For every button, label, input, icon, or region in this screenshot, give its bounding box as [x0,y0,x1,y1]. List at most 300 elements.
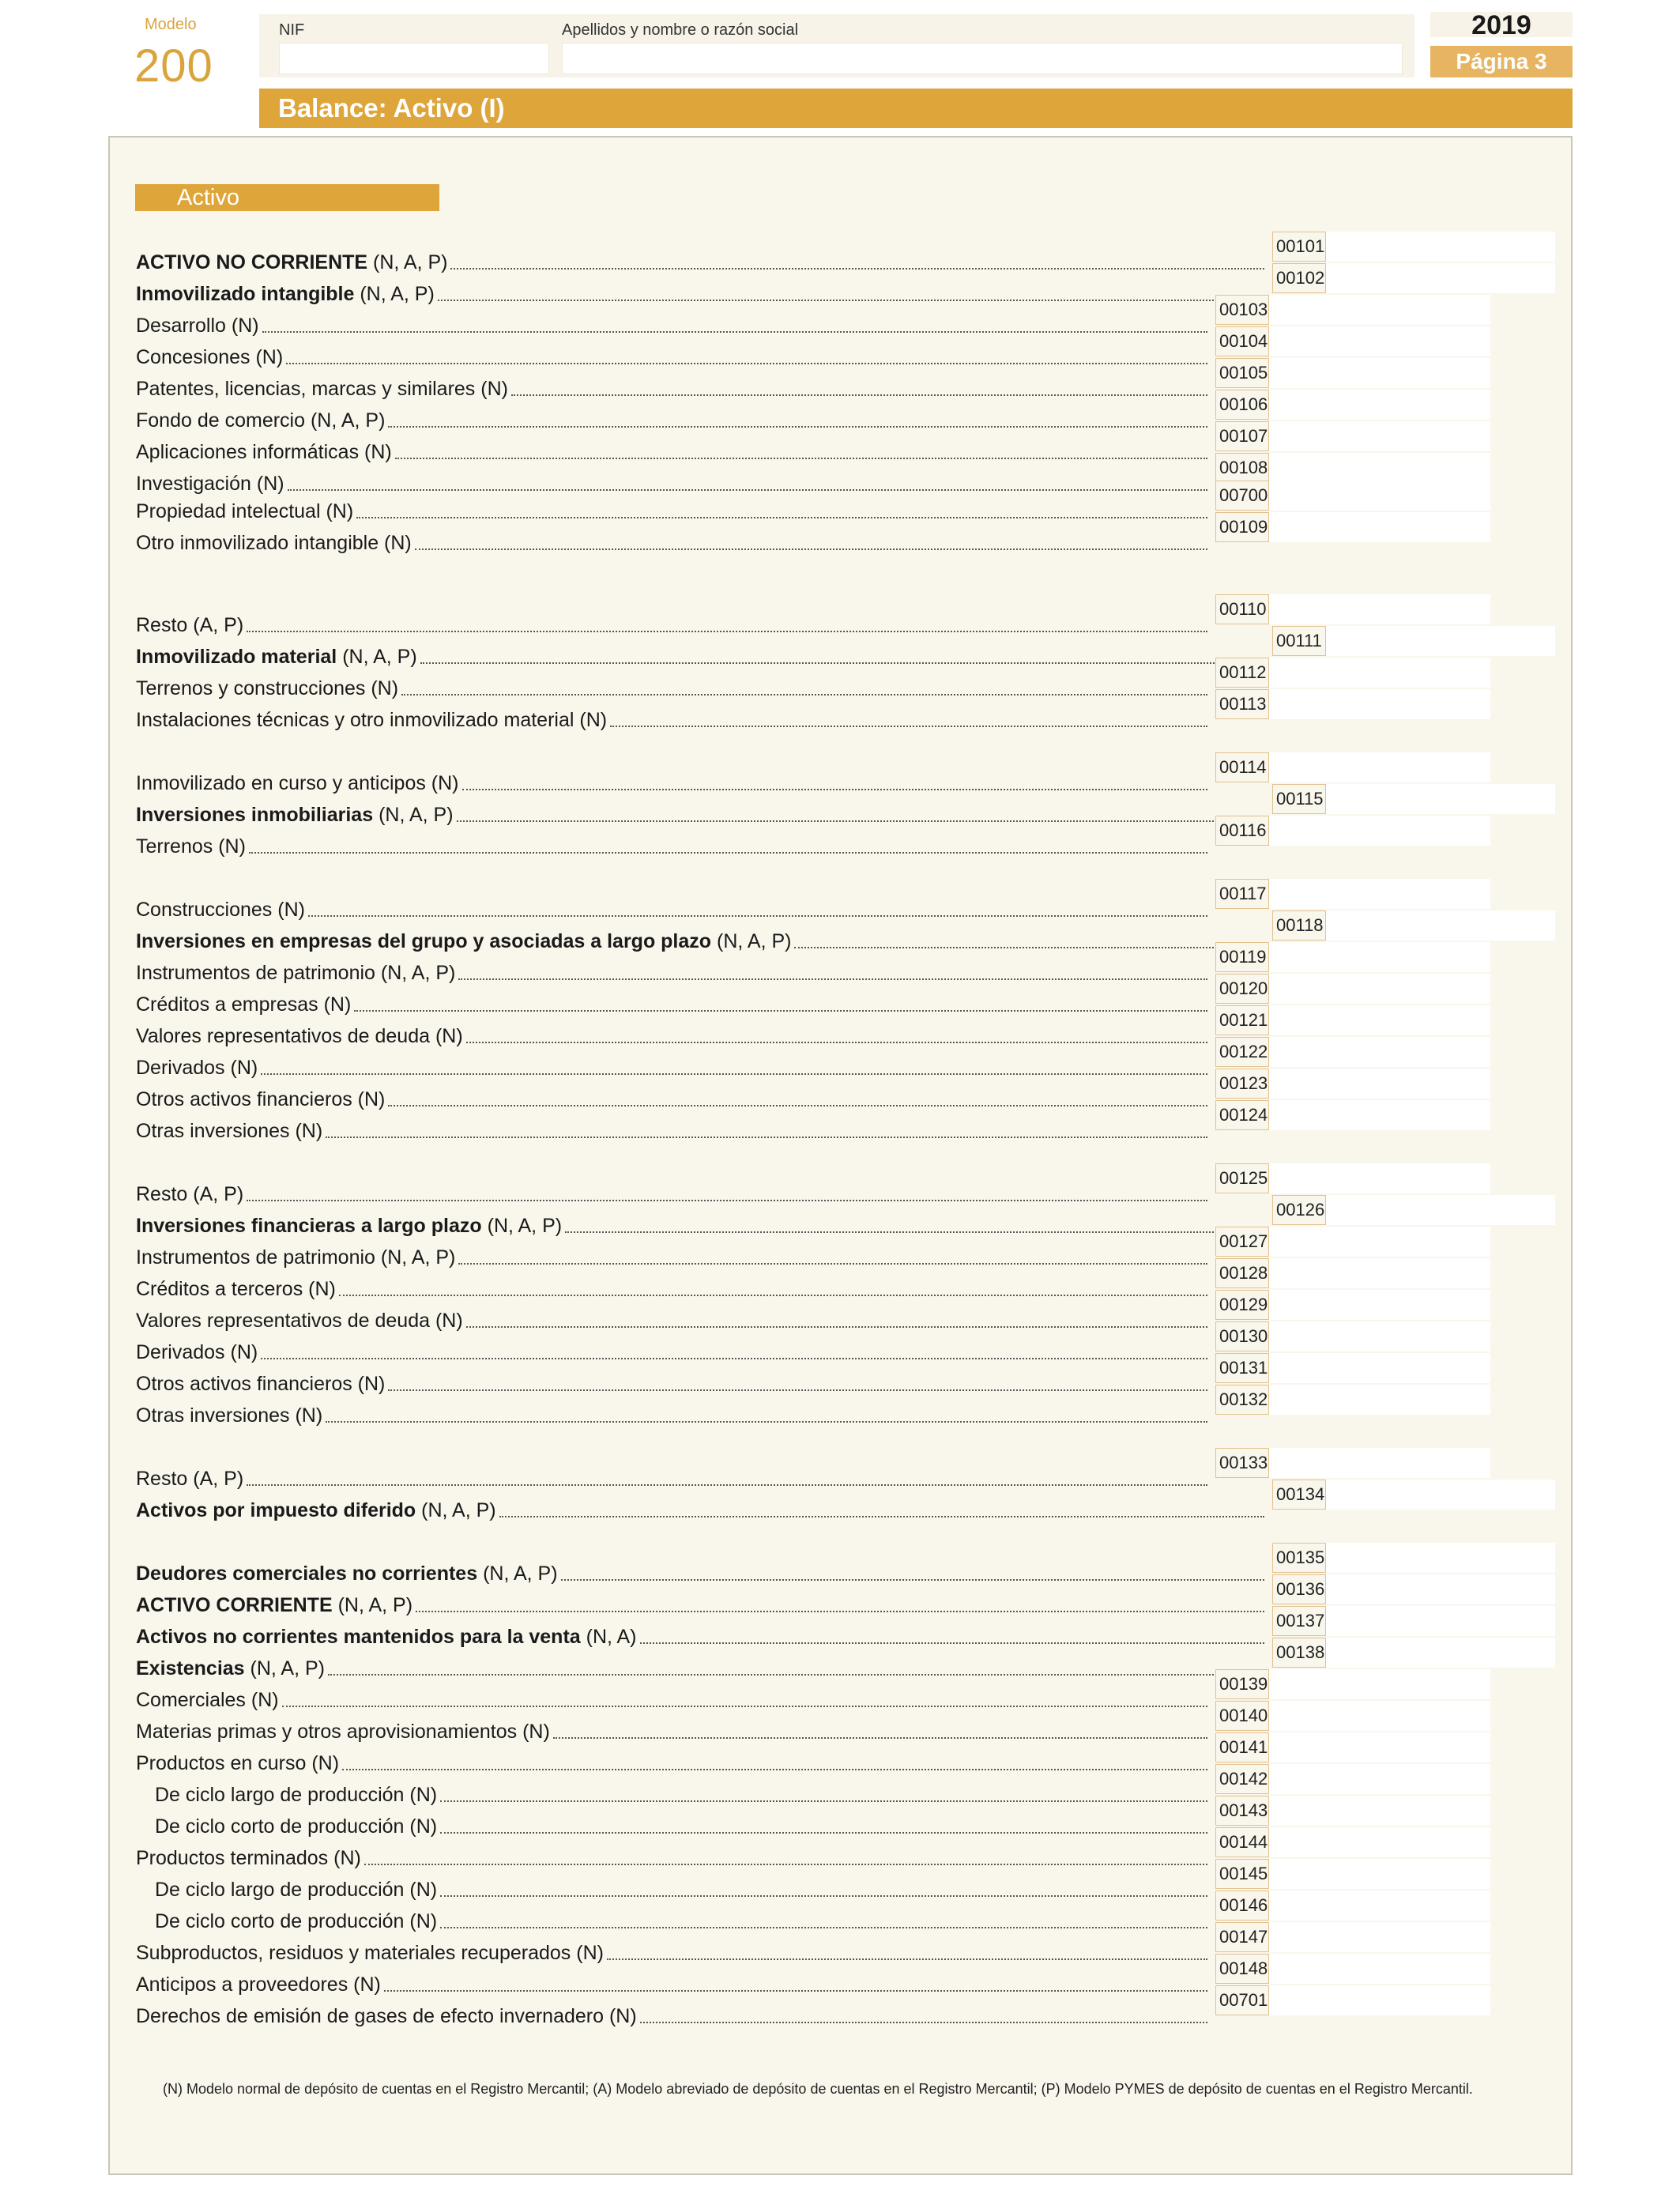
balance-row-00116 [136,831,1211,861]
identification-box [259,14,1414,77]
amount-input[interactable] [1326,1543,1555,1573]
dot-leader [328,1674,1264,1676]
row-label [136,993,351,1016]
amount-input[interactable] [1269,295,1490,325]
amount-input[interactable] [1326,1606,1555,1636]
dot-leader [326,1137,1207,1138]
dot-leader [282,1706,1207,1707]
field-box-00132 [1215,1385,1490,1415]
row-label [136,1879,437,1902]
balance-row-00106 [136,405,1211,435]
balance-row-00124 [136,1116,1211,1146]
field-box-00136 [1272,1574,1555,1604]
field-box-00146 [1215,1891,1490,1921]
field-code: 00127 [1215,1227,1269,1257]
field-box-00106 [1215,390,1490,420]
amount-input[interactable] [1269,1069,1490,1099]
field-code: 00102 [1272,263,1326,293]
row-label-bold: Inversiones financieras a largo plazo [136,1214,482,1237]
row-label-text: Resto (A, P) [136,1182,244,1205]
balance-row-00113 [136,705,1211,735]
field-box-00139 [1215,1669,1490,1699]
amount-input[interactable] [1269,1163,1490,1193]
amount-input[interactable] [1269,1037,1490,1067]
field-box-00117 [1215,879,1490,909]
balance-row-00700 [136,496,1211,526]
field-box-00123 [1215,1069,1490,1099]
row-label-bold: Deudores comerciales no corrientes [136,1562,478,1585]
field-code: 00124 [1215,1100,1269,1130]
field-code: 00139 [1215,1669,1269,1699]
dot-leader [458,1263,1207,1265]
row-label-bold: Inversiones inmobiliarias [136,803,374,826]
balance-row-00129 [136,1306,1211,1336]
amount-input[interactable] [1269,512,1490,542]
row-label [136,283,435,306]
field-box-00113 [1215,689,1490,719]
balance-row-00107 [136,437,1211,467]
dot-leader [499,1516,1264,1517]
field-code: 00109 [1215,512,1269,542]
dot-leader [247,1484,1207,1486]
dot-leader [326,1421,1207,1423]
amount-input[interactable] [1269,816,1490,846]
row-label-bold: Activos no corrientes mantenidos para la venta [136,1625,581,1648]
amount-input[interactable] [1269,453,1490,483]
dot-leader [247,1200,1207,1201]
dot-leader [440,1800,1207,1802]
field-code: 00130 [1215,1321,1269,1351]
field-box-00140 [1215,1701,1490,1731]
field-box-00134 [1272,1480,1555,1510]
balance-row-00125 [136,1179,1211,1209]
amount-input[interactable] [1269,421,1490,451]
field-code: 00147 [1215,1922,1269,1952]
amount-input[interactable] [1269,1290,1490,1320]
row-label [136,1404,322,1427]
balance-row-00118 [136,926,1268,956]
row-label-text: Construcciones (N) [136,898,305,921]
dot-leader [640,1642,1264,1644]
field-box-00110 [1215,594,1490,624]
row-label [136,1721,550,1744]
balance-row-00145 [136,1875,1211,1905]
dot-leader [388,1105,1207,1106]
row-label [136,1563,558,1585]
row-label-text: Propiedad intelectual (N) [136,499,354,522]
amount-input[interactable] [1269,1005,1490,1035]
row-label [136,1468,243,1491]
row-label-text: (N, A, P) [477,1562,558,1585]
balance-row-00105 [136,374,1211,404]
amount-input[interactable] [1269,1764,1490,1794]
dot-leader [466,1326,1207,1328]
row-label-text: Anticipos a proveedores (N) [136,1973,381,1996]
amount-input[interactable] [1269,1669,1490,1699]
row-label-text: (N, A, P) [244,1657,325,1679]
field-box-00102 [1272,263,1555,293]
balance-row-00132 [136,1400,1211,1431]
row-label [136,1373,385,1396]
page-title: Balance: Activo (I) [259,89,1573,128]
dot-leader [420,662,1264,664]
amount-input[interactable] [1326,263,1555,293]
amount-input[interactable] [1269,594,1490,624]
row-label-text: Patentes, licencias, marcas y similares (N) [136,377,508,400]
row-label [136,772,459,795]
amount-input[interactable] [1269,974,1490,1004]
row-label [136,1057,258,1080]
dot-leader [261,1073,1207,1075]
field-code: 00131 [1215,1353,1269,1383]
balance-row-00141 [136,1748,1211,1778]
row-label [136,709,607,732]
row-label-text: Valores representativos de deuda (N) [136,1309,463,1332]
field-code: 00144 [1215,1827,1269,1857]
amount-input[interactable] [1269,1321,1490,1351]
field-code: 00128 [1215,1258,1269,1288]
amount-input[interactable] [1269,1448,1490,1478]
field-box-00109 [1215,512,1490,542]
field-code: 00121 [1215,1005,1269,1035]
row-label-text: Instalaciones técnicas y otro inmovilizado material (N) [136,708,608,731]
row-label-text: Desarrollo (N) [136,314,259,337]
field-code: 00106 [1215,390,1269,420]
field-code: 00129 [1215,1290,1269,1320]
amount-input[interactable] [1269,1353,1490,1383]
row-label-text: Concesiones (N) [136,345,284,368]
row-label [136,677,398,700]
nif-field[interactable] [279,43,549,74]
balance-row-00138 [136,1653,1268,1683]
field-code: 00140 [1215,1701,1269,1731]
amount-input[interactable] [1269,1385,1490,1415]
amount-input[interactable] [1269,1796,1490,1826]
dot-leader [384,1990,1207,1992]
field-box-00126 [1272,1195,1555,1225]
field-code: 00107 [1215,421,1269,451]
row-label-text: De ciclo corto de producción (N) [155,1909,438,1932]
amount-input[interactable] [1326,1638,1555,1668]
balance-row-00115 [136,800,1268,830]
balance-row-00102 [136,279,1268,309]
row-label [136,804,454,827]
field-code: 00143 [1215,1796,1269,1826]
year-label: 2019 [1430,12,1573,37]
balance-row-00110 [136,610,1211,640]
row-label-text: Inmovilizado en curso y anticipos (N) [136,771,459,794]
row-label [136,1278,336,1301]
balance-row-00112 [136,673,1211,703]
field-box-00121 [1215,1005,1490,1035]
amount-input[interactable] [1326,1480,1555,1510]
row-label-text: Comerciales (N) [136,1688,279,1711]
row-label [136,346,283,369]
row-label [136,1910,437,1933]
row-label-text: Resto (A, P) [136,613,244,636]
row-label-text: Materias primas y otros aprovisionamientos (N) [136,1720,550,1743]
field-box-00130 [1215,1321,1490,1351]
balance-row-00120 [136,990,1211,1020]
amount-input[interactable] [1269,752,1490,782]
field-box-00119 [1215,942,1490,972]
field-code: 00125 [1215,1163,1269,1193]
dot-leader [511,394,1207,396]
row-label [136,500,353,523]
field-box-00143 [1215,1796,1490,1826]
dot-leader [458,978,1207,980]
row-label-text: Investigación (N) [136,472,284,495]
row-label [136,251,447,274]
balance-row-00122 [136,1053,1211,1083]
balance-row-00111 [136,642,1268,672]
field-code: 00132 [1215,1385,1269,1415]
field-box-00114 [1215,752,1490,782]
balance-row-00121 [136,1021,1211,1051]
dot-leader [438,300,1264,301]
amount-input[interactable] [1269,1859,1490,1889]
row-label-text: Derivados (N) [136,1056,258,1079]
row-label-text: Aplicaciones informáticas (N) [136,440,392,463]
row-label-bold: Inmovilizado material [136,645,337,668]
amount-input[interactable] [1326,1574,1555,1604]
balance-row-00701 [136,2001,1211,2031]
balance-row-00133 [136,1464,1211,1494]
amount-input[interactable] [1269,1891,1490,1921]
row-label-text: (N, A, P) [416,1498,496,1521]
balance-row-00143 [136,1811,1211,1842]
dot-leader [561,1579,1264,1581]
balance-row-00128 [136,1274,1211,1304]
field-box-00112 [1215,658,1490,688]
row-label [136,1215,562,1238]
row-label-text: (N, A, P) [332,1593,413,1616]
amount-input[interactable] [1269,942,1490,972]
dot-leader [288,489,1207,491]
field-code: 00116 [1215,816,1269,846]
field-box-00127 [1215,1227,1490,1257]
amount-input[interactable] [1269,1922,1490,1952]
amount-input[interactable] [1269,1227,1490,1257]
row-label-text: Terrenos y construcciones (N) [136,677,399,699]
amount-input[interactable] [1269,1954,1490,1984]
row-label [136,835,246,858]
field-box-00700 [1215,481,1490,511]
balance-row-00140 [136,1717,1211,1747]
field-box-00137 [1272,1606,1555,1636]
amount-input[interactable] [1326,626,1555,656]
field-code: 00123 [1215,1069,1269,1099]
field-code: 00701 [1215,1985,1269,2015]
row-label [136,1784,437,1807]
amount-input[interactable] [1269,879,1490,909]
row-label [136,473,284,496]
balance-row-00135 [136,1559,1268,1589]
field-code: 00133 [1215,1448,1269,1478]
field-box-00148 [1215,1954,1490,1984]
field-code: 00138 [1272,1638,1326,1668]
balance-row-00148 [136,1970,1211,2000]
name-field[interactable] [562,43,1403,74]
amount-input[interactable] [1269,1100,1490,1130]
row-label-text: De ciclo largo de producción (N) [155,1783,438,1806]
row-label [136,441,392,464]
field-code: 00142 [1215,1764,1269,1794]
dot-leader [610,726,1207,727]
row-label [136,930,791,953]
dot-leader [401,694,1207,696]
dot-leader [364,1864,1207,1865]
dot-leader [261,1358,1207,1359]
amount-input[interactable] [1269,1258,1490,1288]
balance-row-00101 [136,247,1268,277]
amount-input[interactable] [1269,326,1490,356]
row-label-text: Créditos a empresas (N) [136,993,352,1016]
field-code: 00103 [1215,295,1269,325]
row-label [136,1847,361,1870]
row-label-text: Resto (A, P) [136,1467,244,1490]
dot-leader [247,631,1207,632]
row-label [136,1499,496,1522]
row-label [136,1657,325,1680]
row-label [136,2005,637,2028]
row-label [136,1341,258,1364]
field-box-00120 [1215,974,1490,1004]
row-label [136,899,305,922]
field-box-00144 [1215,1827,1490,1857]
field-code: 00146 [1215,1891,1269,1921]
row-label-text: De ciclo largo de producción (N) [155,1878,438,1901]
dot-leader [388,426,1207,428]
row-label-text: Derechos de emisión de gases de efecto invernadero (N) [136,2004,637,2027]
balance-row-00131 [136,1369,1211,1399]
field-box-00108 [1215,453,1490,483]
balance-row-00142 [136,1780,1211,1810]
balance-row-00139 [136,1685,1211,1715]
row-label-text: Productos terminados (N) [136,1846,361,1869]
field-code: 00117 [1215,879,1269,909]
row-label [136,532,412,555]
field-code: 00108 [1215,453,1269,483]
field-box-00131 [1215,1353,1490,1383]
dot-leader [553,1737,1207,1739]
amount-input[interactable] [1269,1701,1490,1731]
dot-leader [457,820,1264,822]
amount-input[interactable] [1326,232,1555,262]
row-label-text: (N, A, P) [354,282,435,305]
dot-leader [565,1231,1264,1233]
field-code: 00111 [1272,626,1326,656]
amount-input[interactable] [1269,390,1490,420]
row-label [136,1120,322,1143]
balance-row-00137 [136,1622,1268,1652]
field-box-00125 [1215,1163,1490,1193]
dot-leader [356,517,1207,518]
balance-row-00109 [136,528,1211,558]
dot-leader [342,1769,1207,1770]
row-label-text: (N, A, P) [711,929,792,952]
field-box-00118 [1272,910,1555,941]
balance-row-00134 [136,1495,1268,1525]
row-label [136,1689,279,1712]
row-label-text: Otras inversiones (N) [136,1404,323,1427]
dot-leader [262,331,1207,333]
field-code: 00135 [1272,1543,1326,1573]
amount-input[interactable] [1269,689,1490,719]
row-label [136,1025,463,1048]
amount-input[interactable] [1269,481,1490,511]
field-box-00133 [1215,1448,1490,1478]
field-code: 00122 [1215,1037,1269,1067]
row-label-bold: Activos por impuesto diferido [136,1498,416,1521]
amount-input[interactable] [1326,1195,1555,1225]
balance-row-00103 [136,311,1211,341]
row-label-text: (N, A, P) [373,803,454,826]
model-number: 200 [134,40,213,92]
row-label-text: Otras inversiones (N) [136,1119,323,1142]
balance-row-00136 [136,1590,1268,1620]
balance-row-00108 [136,469,1211,499]
name-label: Apellidos y nombre o razón social [562,21,799,39]
amount-input[interactable] [1269,1827,1490,1857]
row-label [136,1246,455,1269]
balance-row-00130 [136,1337,1211,1367]
field-code: 00118 [1272,910,1326,941]
dot-leader [354,1010,1207,1012]
field-code: 00113 [1215,689,1269,719]
field-code: 00126 [1272,1195,1326,1225]
row-label-bold: ACTIVO CORRIENTE [136,1593,333,1616]
balance-row-00126 [136,1211,1268,1241]
amount-input[interactable] [1326,910,1555,941]
amount-input[interactable] [1269,358,1490,388]
dot-leader [308,915,1207,917]
field-code: 00120 [1215,974,1269,1004]
balance-row-00127 [136,1242,1211,1272]
row-label [136,962,455,985]
row-label-text: Otros activos financieros (N) [136,1372,386,1395]
row-label [136,1594,412,1617]
row-label-text: Terrenos (N) [136,835,246,858]
row-label-bold: Inmovilizado intangible [136,282,355,305]
row-label-text: (N, A) [580,1625,637,1648]
row-label-text: Productos en curso (N) [136,1751,340,1774]
field-box-00101 [1272,232,1555,262]
amount-input[interactable] [1269,658,1490,688]
dot-leader [395,458,1207,459]
field-box-00128 [1215,1258,1490,1288]
field-box-00701 [1215,1985,1490,2015]
dot-leader [450,268,1264,270]
field-box-00103 [1215,295,1490,325]
dot-leader [794,947,1264,948]
field-code: 00148 [1215,1954,1269,1984]
field-code: 00137 [1272,1606,1326,1636]
section-title: Activo [135,184,439,211]
dot-leader [416,1611,1264,1612]
dot-leader [388,1389,1207,1391]
row-label-text: Otro inmovilizado intangible (N) [136,531,412,554]
amount-input[interactable] [1326,784,1555,814]
row-label [136,1942,604,1965]
row-label [136,1752,339,1775]
amount-input[interactable] [1269,1985,1490,2015]
dot-leader [440,1927,1207,1928]
row-label-text: (N, A, P) [481,1214,563,1237]
amount-input[interactable] [1269,1732,1490,1762]
dot-leader [415,548,1207,550]
row-label-bold: Existencias [136,1657,245,1679]
